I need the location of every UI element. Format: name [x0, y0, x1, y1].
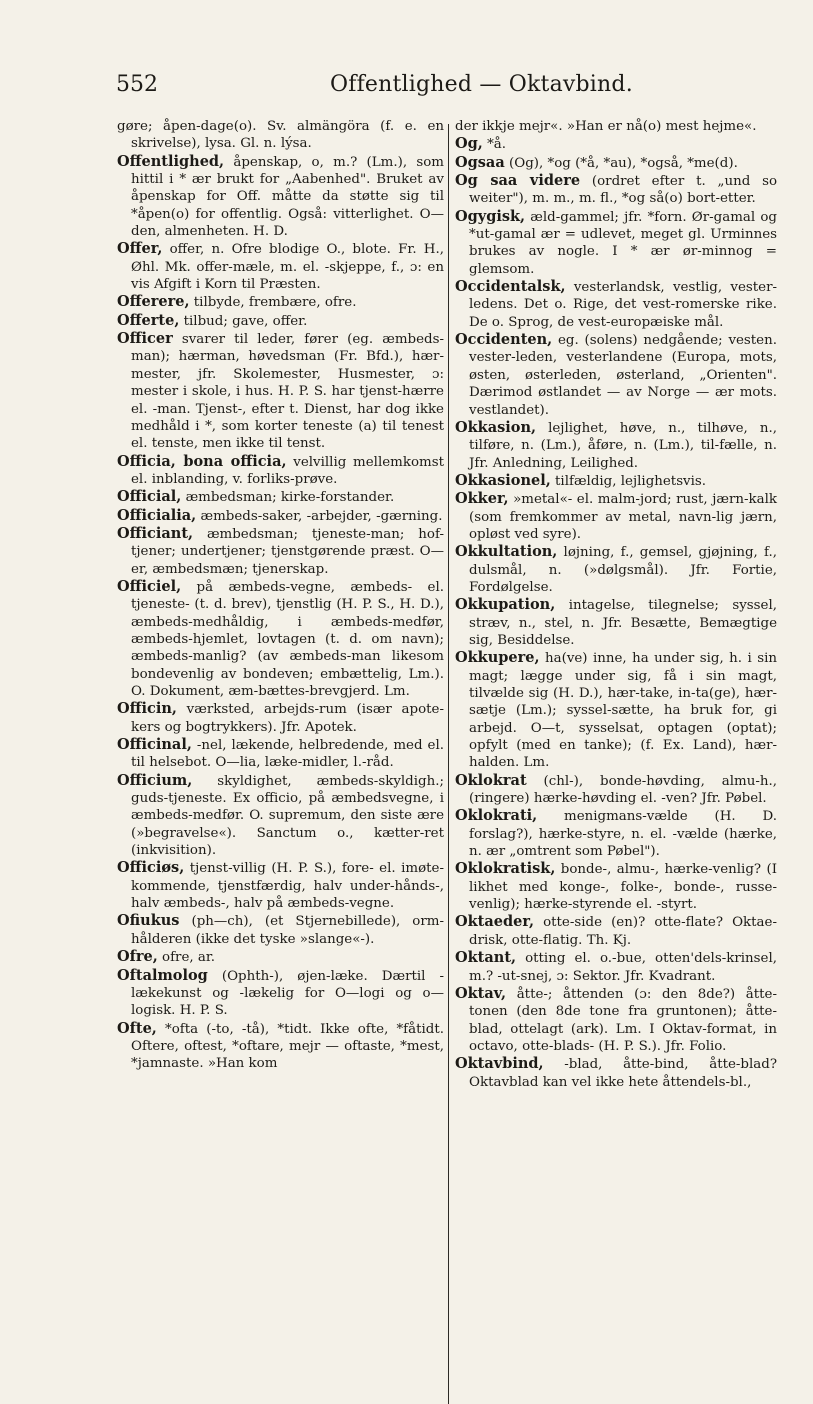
- dictionary-entry: [117, 700, 444, 736]
- entry-headword: Oklokratisk,: [455, 860, 556, 878]
- entry-definition: æmbedsman; tjeneste-man; hof-tjener; undertjener; tjenstgørende præst. O—er, æmbedsmæn; tjenerskap.: [131, 526, 444, 577]
- entry-definition: (Ophth-), øjen-læke. Dærtil -lækekunst og -lækelig for O—logi og o—logisk. H. P. S.: [131, 968, 444, 1019]
- entry-headword: Official,: [117, 488, 182, 506]
- entry-definition: (chl-), bonde-høvding, almu-h., (ringere) hærke-høvding el. -ven? Jfr. Pøbel.: [469, 773, 777, 807]
- entry-definition: *å.: [482, 137, 507, 153]
- dictionary-entry: [117, 293, 444, 311]
- entry-definition: æmbedsman; kirke-forstander.: [181, 490, 395, 506]
- entry-headword: Ofre,: [117, 948, 158, 966]
- dictionary-entry: [117, 312, 444, 330]
- entry-definition: vesterlandsk, vestlig, vester-ledens. Det o. Rige, det vest-romerske rike. De o. Sprog, de vest-europæiske mål.: [469, 280, 777, 330]
- entry-headword: Officiant,: [117, 524, 194, 542]
- entry-definition: gøre; åpen-dage(o). Sv. almängöra (f. e. en skrivelse), lysa. Gl. n. lýsa.: [117, 119, 444, 152]
- dictionary-entry: [117, 912, 444, 948]
- entry-definition: værksted, arbejds-rum (især apote-kers og bogtrykkers). Jfr. Apotek.: [131, 702, 444, 735]
- entry-headword: Occidentalsk,: [455, 278, 566, 296]
- dictionary-entry: [455, 490, 777, 543]
- entry-headword: Oklokrat: [455, 771, 527, 789]
- dictionary-entry: [455, 154, 777, 172]
- dictionary-entry: [117, 240, 444, 293]
- entry-definition: -blad, åtte-bind, åtte-blad? Oktavblad kan vel ikke hete åttendels-bl.,: [469, 1057, 777, 1090]
- entry-definition: -nel, lækende, helbredende, med el. til helsebot. O—lia, læke-midler, l.-råd.: [131, 738, 444, 771]
- dictionary-entry: [455, 807, 777, 860]
- entry-headword: Officia, bona officia,: [117, 452, 287, 470]
- dictionary-entry: [117, 736, 444, 772]
- entry-definition: svarer til leder, fører (eg. æmbeds-man); hærman, høvedsman (Fr. Bfd.), hær-mester, jfr. Skolemester, Husmester, ɔ: mester i skole, i hus. H. P. S. har tjenst-hærre el. -man. Tjenst-, efter t. Dienst, har dog ikke medhåld i *, som korter teneste (a) til tenest el. tenste, men ikke til tenst.: [131, 332, 444, 452]
- entry-definition: åtte-; åttenden (ɔ: den 8de?) åtte-tonen (den 8de tone fra gruntonen); åtte-blad, ottelagt (ark). Lm. I Oktav-format, in octavo, otte-blads- (H. P. S.). Jfr. Folio.: [469, 986, 777, 1054]
- entry-headword: Okkultation,: [455, 543, 558, 561]
- entry-headword: Ogsaa: [455, 153, 505, 171]
- entry-definition: skyldighet, æmbeds-skyldigh.; guds-tjeneste. Ex officio, på æmbedsvegne, i æmbeds-medfør. O. supremum, den siste ære (»begravelse«). Sanctum o., kætter-ret (inkvisition).: [131, 773, 444, 859]
- entry-definition: lejlighet, høve, n., tilhøve, n., tilføre, n. (Lm.), åføre, n. (Lm.), til-fælle, n. Jfr. Anledning, Leilighed.: [469, 420, 777, 471]
- entry-headword: Officialia,: [117, 506, 197, 524]
- entry-definition: tilbyde, frembære, ofre.: [189, 295, 357, 311]
- dictionary-entry: [455, 278, 777, 331]
- entry-headword: Officin,: [117, 700, 177, 718]
- entry-definition: (Og), *og (*å, *au), *også, *me(d).: [504, 155, 738, 171]
- entry-definition: tilfældig, lejlighetsvis.: [550, 473, 707, 489]
- entry-definition: ofre, ar.: [157, 950, 216, 966]
- dictionary-entry: [117, 967, 444, 1020]
- entry-headword: Oftalmolog: [117, 966, 208, 984]
- entry-headword: Offer,: [117, 240, 163, 258]
- entry-headword: Oktant,: [455, 949, 517, 967]
- entry-headword: Ofte,: [117, 1019, 157, 1037]
- entry-headword: Okkupere,: [455, 649, 540, 667]
- entry-definition: otting el. o.-bue, otten'dels-krinsel, m.? -ut-snej, ɔ: Sektor. Jfr. Kvadrant.: [469, 951, 777, 984]
- dictionary-entry: [455, 1055, 777, 1091]
- entry-definition: tilbud; gave, offer.: [179, 313, 308, 329]
- dictionary-entry: [455, 985, 777, 1055]
- dictionary-entry: [117, 1020, 444, 1073]
- entry-headword: Officium,: [117, 771, 193, 789]
- dictionary-entry: [455, 118, 777, 135]
- entry-definition: åpenskap, o, m.? (Lm.), som hittil i * ær brukt for „Aabenhed". Bruket av åpenskap for Off. måtte da støtte sig til *åpen(o) for offentlig. Også: vitterlighet. O—den, almenheten. H. D.: [131, 154, 444, 240]
- entry-headword: Okkasion,: [455, 418, 537, 436]
- entry-definition: der ikkje mejr«. »Han er nå(o) mest hejme«.: [455, 119, 757, 134]
- dictionary-entry: [455, 596, 777, 649]
- dictionary-entry: [117, 525, 444, 578]
- entry-definition: menigmans-vælde (H. D. forslag?), hærke-styre, n. el. -vælde (hærke, n. ær „omtrent som Pøbel").: [469, 809, 777, 860]
- entry-headword: Offentlighed,: [117, 152, 225, 170]
- right-column: [455, 118, 777, 1091]
- entry-definition: på æmbeds-vegne, æmbeds- el. tjeneste- (t. d. brev), tjenstlig (H. P. S., H. D.), æmbeds-medhåldig, i æmbeds-medfør, æmbeds-hjemlet, lovtagen (t. d. om navn); æmbeds-manlig? (av æmbeds-man likesom bondevenlig av bondeven; embættelig, Lm.). O. Dokument, æm-bættes-brevgjerd. Lm.: [131, 579, 444, 699]
- entry-definition: tjenst-villig (H. P. S.), fore- el. imøte-kommende, tjenstfærdig, halv under-hånds-, halv æmbeds-, halv på æmbeds-vegne.: [131, 861, 444, 912]
- entry-definition: *ofta (-to, -tå), *tidt. Ikke ofte, *fåtidt. Oftere, oftest, *oftare, mejr — oftaste, *mest, *jamnaste. »Han kom: [131, 1021, 444, 1072]
- running-title: Offentlighed — Oktavbind.: [330, 72, 633, 97]
- entry-headword: Okkupation,: [455, 596, 556, 614]
- entry-headword: Okkasionel,: [455, 471, 551, 489]
- entry-headword: Officiøs,: [117, 859, 185, 877]
- dictionary-entry: [117, 772, 444, 860]
- entry-definition: (ph—ch), (et Stjernebillede), orm-hålderen (ikke det tyske »slange«-).: [131, 914, 444, 947]
- dictionary-entry: [117, 948, 444, 966]
- entry-headword: Officiel,: [117, 577, 182, 595]
- dictionary-entry: [455, 860, 777, 913]
- entry-headword: Oktaeder,: [455, 913, 534, 931]
- entry-headword: Oktavbind,: [455, 1055, 544, 1073]
- entry-headword: Okker,: [455, 490, 509, 508]
- left-column: [117, 118, 444, 1073]
- dictionary-entry: [117, 330, 444, 452]
- dictionary-entry: [455, 135, 777, 153]
- dictionary-entry: [455, 472, 777, 490]
- entry-definition: »metal«- el. malm-jord; rust, jærn-kalk (som fremkommer av metal, navn-lig jærn, opløst ved syre).: [469, 492, 777, 542]
- dictionary-entry: [117, 153, 444, 241]
- entry-headword: Og,: [455, 135, 483, 153]
- entry-headword: Oktav,: [455, 984, 507, 1002]
- dictionary-entry: [455, 649, 777, 771]
- entry-headword: Ogygisk,: [455, 207, 526, 225]
- page-header: [116, 72, 706, 106]
- entry-headword: Offerere,: [117, 293, 190, 311]
- entry-definition: intagelse, tilegnelse; syssel, stræv, n., stel, n. Jfr. Besætte, Bemægtige sig, Besiddelse.: [469, 598, 777, 648]
- dictionary-entry: [455, 772, 777, 808]
- dictionary-entry: [455, 913, 777, 949]
- dictionary-entry: [117, 453, 444, 489]
- entry-definition: bonde-, almu-, hærke-venlig? (I likhet med konge-, folke-, bonde-, russe-venlig); hærke-styrende el. -styrt.: [469, 862, 777, 913]
- entry-definition: æmbeds-saker, -arbejder, -gærning.: [196, 508, 443, 524]
- entry-definition: ha(ve) inne, ha under sig, h. i sin magt; lægge under sig, få i sin magt, tilvælde sig (H. D.), hær-take, in-ta(ge), hær-sætje (Lm.); syssel-sætte, ha bruk for, gi arbejd. O—t, sysselsat, optagen (optat); opfylt (med en tanke); (f. Ex. Land), hær-halden. Lm.: [469, 651, 777, 771]
- dictionary-entry: [455, 208, 777, 278]
- dictionary-entry: [117, 488, 444, 506]
- entry-headword: Ofiukus: [117, 912, 180, 930]
- entry-headword: Og saa videre: [455, 172, 581, 190]
- entry-definition: velvillig mellemkomst el. inblanding, v. forliks-prøve.: [131, 454, 444, 487]
- dictionary-entry: [455, 331, 777, 419]
- entry-definition: løjning, f., gemsel, gjøjning, f., dulsmål, n. (»dølgsmål). Jfr. Fortie, Fordølgelse.: [469, 545, 777, 595]
- entry-headword: Offerte,: [117, 311, 180, 329]
- dictionary-entry: [455, 543, 777, 596]
- dictionary-entry: [117, 118, 444, 153]
- entry-definition: æld-gammel; jfr. *forn. Ør-gamal og *ut-gamal ær = udlevet, meget gl. Urminnes brukes av nogle. I * ær ør-minnog = glemsom.: [469, 209, 777, 277]
- dictionary-entry: [455, 172, 777, 208]
- column-divider: [448, 124, 449, 1404]
- entry-definition: eg. (solens) nedgående; vesten. vester-leden, vesterlandene (Europa, mots, østen, østerleden, østerland, „Orienten". Dærimod østlandet — av Norge — ær mots. vestlandet).: [469, 333, 777, 418]
- entry-headword: Officer: [117, 330, 173, 348]
- page-number: 552: [116, 72, 158, 97]
- entry-definition: otte-side (en)? otte-flate? Oktae-drisk, otte-flatig. Th. Kj.: [469, 915, 777, 948]
- dictionary-entry: [117, 859, 444, 912]
- entry-headword: Officinal,: [117, 736, 192, 754]
- entry-headword: Occidenten,: [455, 331, 553, 349]
- dictionary-entry: [455, 949, 777, 985]
- entry-headword: Oklokrati,: [455, 807, 538, 825]
- dictionary-entry: [117, 507, 444, 525]
- entry-definition: offer, n. Ofre blodige O., blote. Fr. H., Øhl. Mk. offer-mæle, m. el. -skjeppe, f., ɔ: en vis Afgift i Korn til Præsten.: [131, 242, 444, 293]
- dictionary-entry: [117, 578, 444, 700]
- entry-definition: (ordret efter t. „und so weiter"), m. m., m. fl., *og så(o) bort-etter.: [469, 174, 778, 207]
- dictionary-entry: [455, 419, 777, 472]
